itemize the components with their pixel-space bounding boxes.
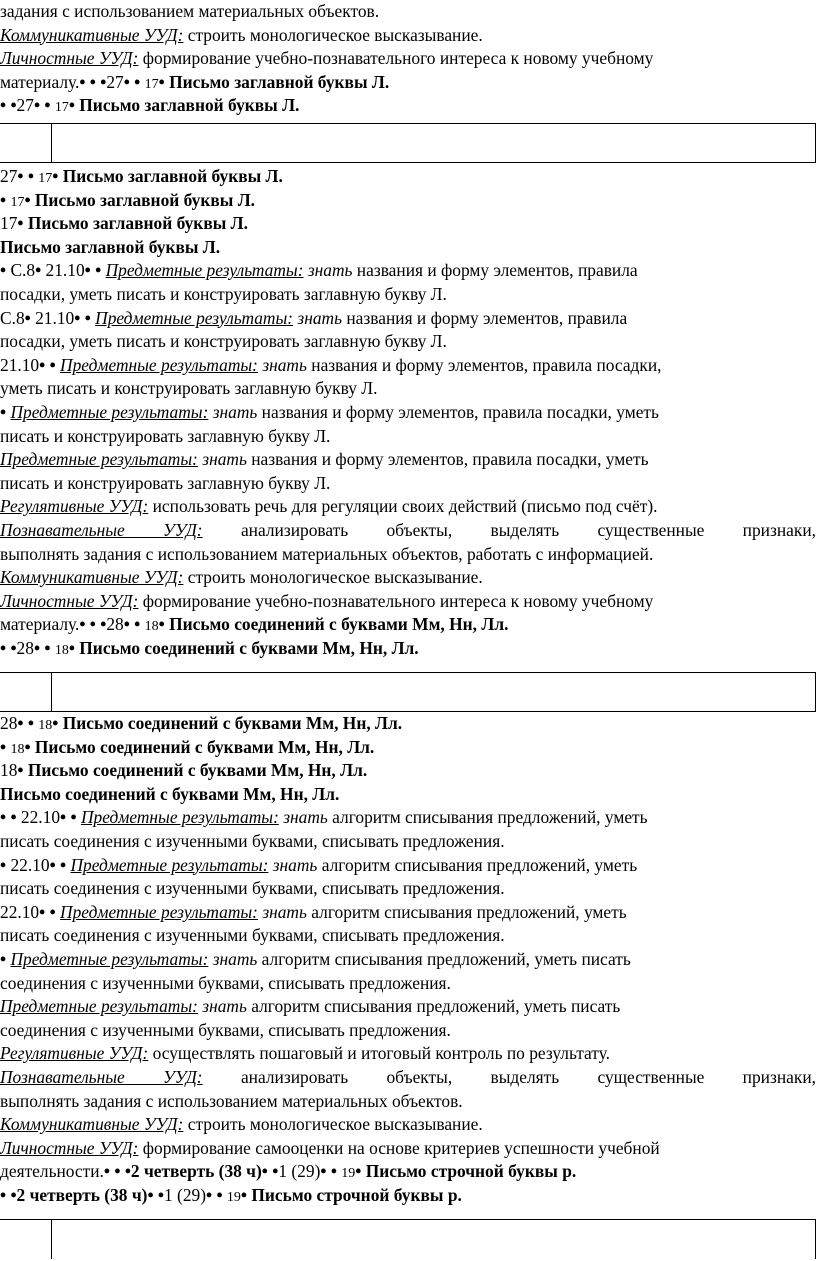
bullet-icon: •: [79, 71, 86, 92]
bullet-icon: •: [89, 71, 96, 92]
text-line: [0, 307, 816, 331]
text-line: [0, 854, 816, 878]
bullet-icon: •: [157, 1184, 164, 1205]
bullet-icon: •: [27, 713, 34, 733]
lesson-number: 17: [54, 100, 69, 116]
table-row-separator: [0, 123, 816, 163]
lesson-number: 19: [341, 1166, 356, 1182]
bullet-icon: •: [35, 260, 42, 281]
bullet-icon: •: [68, 95, 75, 116]
bullet-icon: •: [95, 260, 102, 281]
lesson-number: 17: [144, 76, 159, 92]
lesson-number: 18: [10, 741, 25, 757]
text: материалу.: [0, 71, 80, 92]
quarter-title: 2 четверть (38 ч): [16, 1184, 148, 1205]
date: 21.10: [0, 354, 40, 375]
bullet-icon: •: [206, 1184, 213, 1205]
lesson-number: 18: [0, 760, 18, 781]
lesson-number: 1 (29): [278, 1161, 321, 1182]
bullet-icon: •: [272, 1161, 279, 1182]
lesson-title: Письмо заглавной буквы Л.: [0, 236, 221, 257]
bullet-icon: •: [216, 1184, 223, 1205]
text-line: [0, 1066, 816, 1090]
bullet-icon: •: [68, 637, 75, 658]
text: формирование учебно-познавательного интереса к новому учебному: [138, 590, 654, 611]
bullet-icon: •: [17, 213, 24, 234]
text-line: [0, 995, 816, 1019]
text-line: посадки, уметь писать и конструировать заглавную букву Л.: [0, 283, 447, 304]
page-ref: С.8: [0, 307, 25, 328]
lesson-number: 28: [106, 614, 124, 635]
bullet-icon: •: [100, 614, 107, 635]
pred-label: Предметные результаты:: [105, 260, 304, 281]
znat: знать: [297, 307, 343, 328]
text-line: [0, 1160, 816, 1184]
bullet-icon: •: [114, 1161, 121, 1182]
bullet-icon: •: [0, 948, 7, 969]
bullet-icon: •: [100, 71, 107, 92]
bullet-icon: •: [49, 354, 56, 375]
bullet-icon: •: [134, 71, 141, 92]
lesson-title: Письмо соединений с буквами Мм, Нн, Лл.: [23, 760, 368, 781]
znat: знать: [262, 901, 307, 922]
text-line: выполнять задания с использованием материальных объектов.: [0, 1090, 463, 1111]
section-3: [0, 712, 816, 1207]
znat: знать: [262, 354, 307, 375]
page-ref: С.8: [6, 260, 36, 281]
poz-label: Познавательные УУД:: [0, 519, 203, 540]
bullet-icon: •: [320, 1161, 327, 1182]
text-line: [0, 613, 816, 637]
quarter-title: 2 четверть (38 ч): [130, 1161, 262, 1182]
kom-label: Коммуникативные УУД:: [0, 1114, 184, 1135]
pred-label: Предметные результаты:: [95, 307, 294, 328]
text-line: соединения с изученными буквами, списывать предложения.: [0, 972, 451, 993]
lesson-number: 17: [38, 171, 53, 186]
section-2: [0, 165, 816, 660]
pred-label: Предметные результаты:: [70, 854, 269, 875]
kom-label: Коммуникативные УУД:: [0, 24, 184, 45]
lich-label: Личностные УУД:: [0, 590, 139, 611]
date: 22.10: [0, 901, 40, 922]
lesson-number: 28: [0, 713, 18, 733]
bullet-icon: •: [0, 1184, 7, 1205]
text: материалу.: [0, 614, 80, 635]
bullet-icon: •: [24, 736, 31, 757]
bullet-icon: •: [33, 637, 41, 658]
bullet-icon: •: [0, 637, 7, 658]
bullet-icon: •: [158, 614, 165, 635]
znat: знать: [202, 996, 247, 1017]
bullet-icon: •: [70, 807, 77, 828]
date: 21.10: [41, 260, 85, 281]
znat: знать: [307, 260, 353, 281]
pred-label: Предметные результаты:: [0, 996, 198, 1017]
bullet-icon: •: [0, 189, 7, 210]
lesson-title: Письмо соединений с буквами Мм, Нн, Лл.: [58, 713, 403, 733]
lesson-number: 19: [226, 1189, 241, 1205]
text-line: [0, 495, 816, 519]
text-line: [0, 47, 816, 71]
bullet-icon: •: [52, 166, 59, 186]
text: деятельности.: [0, 1161, 104, 1182]
text-line: уметь писать и конструировать заглавную букву Л.: [0, 378, 378, 399]
lesson-number: 18: [54, 642, 69, 658]
bullet-icon: •: [84, 260, 91, 281]
text-line: писать соединения с изученными буквами, списывать предложения.: [0, 830, 505, 851]
bullet-icon: •: [89, 614, 96, 635]
bullet-icon: •: [84, 307, 91, 328]
lesson-title: Письмо заглавной буквы Л.: [23, 213, 248, 234]
bullet-icon: •: [0, 807, 7, 828]
text-line: [0, 901, 816, 925]
bullet-icon: •: [24, 307, 31, 328]
text-line: [0, 448, 816, 472]
lesson-title: Письмо соединений с буквами Мм, Нн, Лл.: [0, 783, 340, 804]
lesson-number: 27: [0, 166, 18, 186]
kom-text: строить монологическое высказывание.: [183, 24, 483, 45]
text-line: [0, 259, 816, 283]
text-line: [0, 590, 816, 614]
text-line: выполнять задания с использованием материальных объектов, работать с информацией.: [0, 543, 654, 564]
text: алгоритм списывания предложений, уметь писать: [257, 948, 631, 969]
lesson-number: 27: [16, 95, 34, 116]
text-line: [0, 712, 816, 736]
text-line: [0, 948, 816, 972]
znat: знать: [272, 854, 318, 875]
znat: знать: [202, 449, 247, 470]
text: осуществлять пошаговый и итоговый контроль по результату.: [148, 1043, 610, 1064]
poz-label: Познавательные УУД:: [0, 1066, 203, 1087]
bullet-icon: •: [0, 854, 7, 875]
bullet-icon: •: [0, 95, 7, 116]
znat: знать: [283, 807, 328, 828]
text: названия и форму элементов, правила посадки, уметь: [246, 449, 649, 470]
text-line: писать соединения с изученными буквами, списывать предложения.: [0, 925, 505, 946]
text-line: [0, 212, 816, 236]
text-line: [0, 519, 816, 543]
text-line: [0, 165, 816, 189]
bullet-icon: •: [17, 166, 24, 186]
lesson-title: Письмо заглавной буквы Л.: [30, 189, 256, 210]
bullet-icon: •: [10, 1184, 17, 1205]
bullet-icon: •: [10, 807, 17, 828]
bullet-icon: •: [74, 307, 81, 328]
lesson-title: Письмо заглавной буквы Л.: [58, 166, 283, 186]
bullet-icon: •: [49, 901, 56, 922]
bullet-icon: •: [0, 736, 7, 757]
lesson-number: 18: [38, 718, 53, 733]
text-line: [0, 71, 816, 95]
text-line: [0, 637, 816, 661]
reg-label: Регулятивные УУД:: [0, 496, 149, 517]
lesson-number: 1 (29): [163, 1184, 207, 1205]
text: формирование самооценки на основе критериев успешности учебной: [138, 1137, 660, 1158]
text-line: [0, 401, 816, 425]
bullet-icon: •: [44, 637, 51, 658]
text-line: посадки, уметь писать и конструировать заглавную букву Л.: [0, 331, 447, 352]
text-line: [0, 354, 816, 378]
bullet-icon: •: [79, 614, 86, 635]
text-line: [0, 1184, 816, 1208]
pred-label: Предметные результаты:: [60, 354, 258, 375]
pred-label: Предметные результаты:: [60, 901, 258, 922]
bullet-icon: •: [123, 614, 130, 635]
lesson-number: 27: [106, 71, 124, 92]
text-line: [0, 759, 816, 783]
lesson-title: Письмо строчной буквы р.: [361, 1161, 577, 1182]
bullet-icon: •: [49, 854, 56, 875]
bullet-icon: •: [158, 71, 165, 92]
lich-text: формирование учебно-познавательного интереса к новому учебному: [138, 48, 654, 69]
bullet-icon: •: [147, 1184, 154, 1205]
text-line: соединения с изученными буквами, списывать предложения.: [0, 1019, 451, 1040]
bullet-icon: •: [0, 401, 7, 422]
bullet-icon: •: [27, 166, 34, 186]
bullet-icon: •: [240, 1184, 248, 1205]
pred-label: Предметные результаты:: [80, 807, 279, 828]
bullet-icon: •: [39, 354, 46, 375]
bullet-icon: •: [124, 1161, 131, 1182]
bullet-icon: •: [17, 760, 24, 781]
bullet-icon: •: [60, 807, 67, 828]
znat: знать: [212, 401, 258, 422]
text-line: [0, 24, 816, 48]
text: использовать речь для регуляции своих действий (письмо под счёт).: [148, 496, 658, 517]
section-1: [0, 0, 816, 118]
text: анализировать объекты, выделять существенные признаки,: [240, 1066, 816, 1087]
text-line: писать соединения с изученными буквами, списывать предложения.: [0, 878, 505, 899]
lesson-number: 28: [16, 637, 34, 658]
lesson-title: Письмо соединений с буквами Мм, Нн, Лл.: [164, 614, 509, 635]
lich-label: Личностные УУД:: [0, 48, 139, 69]
text: алгоритм списывания предложений, уметь: [327, 807, 648, 828]
text-line: [0, 94, 816, 118]
text-line: [0, 566, 816, 590]
text: алгоритм списывания предложений, уметь: [306, 901, 627, 922]
bullet-icon: •: [355, 1161, 362, 1182]
bullet-icon: •: [261, 1161, 268, 1182]
bullet-icon: •: [52, 713, 59, 733]
table-row-separator: [0, 672, 816, 712]
text: названия и форму элементов, правила посадки, уметь: [257, 401, 659, 422]
lesson-number: 17: [0, 213, 18, 234]
lesson-title: Письмо заглавной буквы Л.: [164, 71, 390, 92]
text-line: [0, 1042, 816, 1066]
bullet-icon: •: [330, 1161, 337, 1182]
text-line: [0, 189, 816, 213]
lesson-number: 18: [144, 619, 159, 635]
date: 22.10: [16, 807, 61, 828]
lesson-title: Письмо заглавной буквы Л.: [74, 95, 300, 116]
lesson-number: 17: [10, 194, 25, 210]
bullet-icon: •: [60, 854, 67, 875]
date: 21.10: [30, 307, 75, 328]
text-line: [0, 806, 816, 830]
lesson-title: Письмо соединений с буквами Мм, Нн, Лл.: [30, 736, 375, 757]
text: строить монологическое высказывание.: [183, 1114, 483, 1135]
table-row-separator: [0, 1219, 816, 1259]
pred-label: Предметные результаты:: [10, 948, 209, 969]
pred-label: Предметные результаты:: [10, 401, 209, 422]
lesson-title: Письмо соединений с буквами Мм, Нн, Лл.: [74, 637, 419, 658]
text: строить монологическое высказывание.: [183, 567, 483, 588]
text: алгоритм списывания предложений, уметь писать: [246, 996, 621, 1017]
lesson-title: Письмо строчной буквы р.: [247, 1184, 462, 1205]
bullet-icon: •: [39, 901, 46, 922]
text-line: [0, 1113, 816, 1137]
bullet-icon: •: [0, 260, 7, 281]
bullet-icon: •: [33, 95, 41, 116]
bullet-icon: •: [103, 1161, 110, 1182]
text-line: писать и конструировать заглавную букву Л.: [0, 425, 331, 446]
pred-label: Предметные результаты:: [0, 449, 198, 470]
reg-label: Регулятивные УУД:: [0, 1043, 149, 1064]
text: названия и форму элементов, правила: [342, 307, 628, 328]
text: алгоритм списывания предложений, уметь: [317, 854, 638, 875]
bullet-icon: •: [24, 189, 31, 210]
znat: знать: [212, 948, 258, 969]
bullet-icon: •: [10, 637, 17, 658]
text-line: писать и конструировать заглавную букву Л.: [0, 472, 331, 493]
date: 22.10: [6, 854, 50, 875]
lich-label: Личностные УУД:: [0, 1137, 139, 1158]
bullet-icon: •: [44, 95, 51, 116]
kom-label: Коммуникативные УУД:: [0, 567, 184, 588]
bullet-icon: •: [123, 71, 130, 92]
text-line: [0, 736, 816, 760]
text: названия и форму элементов, правила посадки,: [306, 354, 662, 375]
bullet-icon: •: [17, 713, 24, 733]
text-line: задания с использованием материальных объектов.: [0, 1, 380, 21]
bullet-icon: •: [10, 95, 17, 116]
bullet-icon: •: [134, 614, 141, 635]
text: названия и форму элементов, правила: [352, 260, 638, 281]
text: анализировать объекты, выделять существенные признаки,: [240, 519, 816, 540]
text-line: [0, 1137, 816, 1161]
